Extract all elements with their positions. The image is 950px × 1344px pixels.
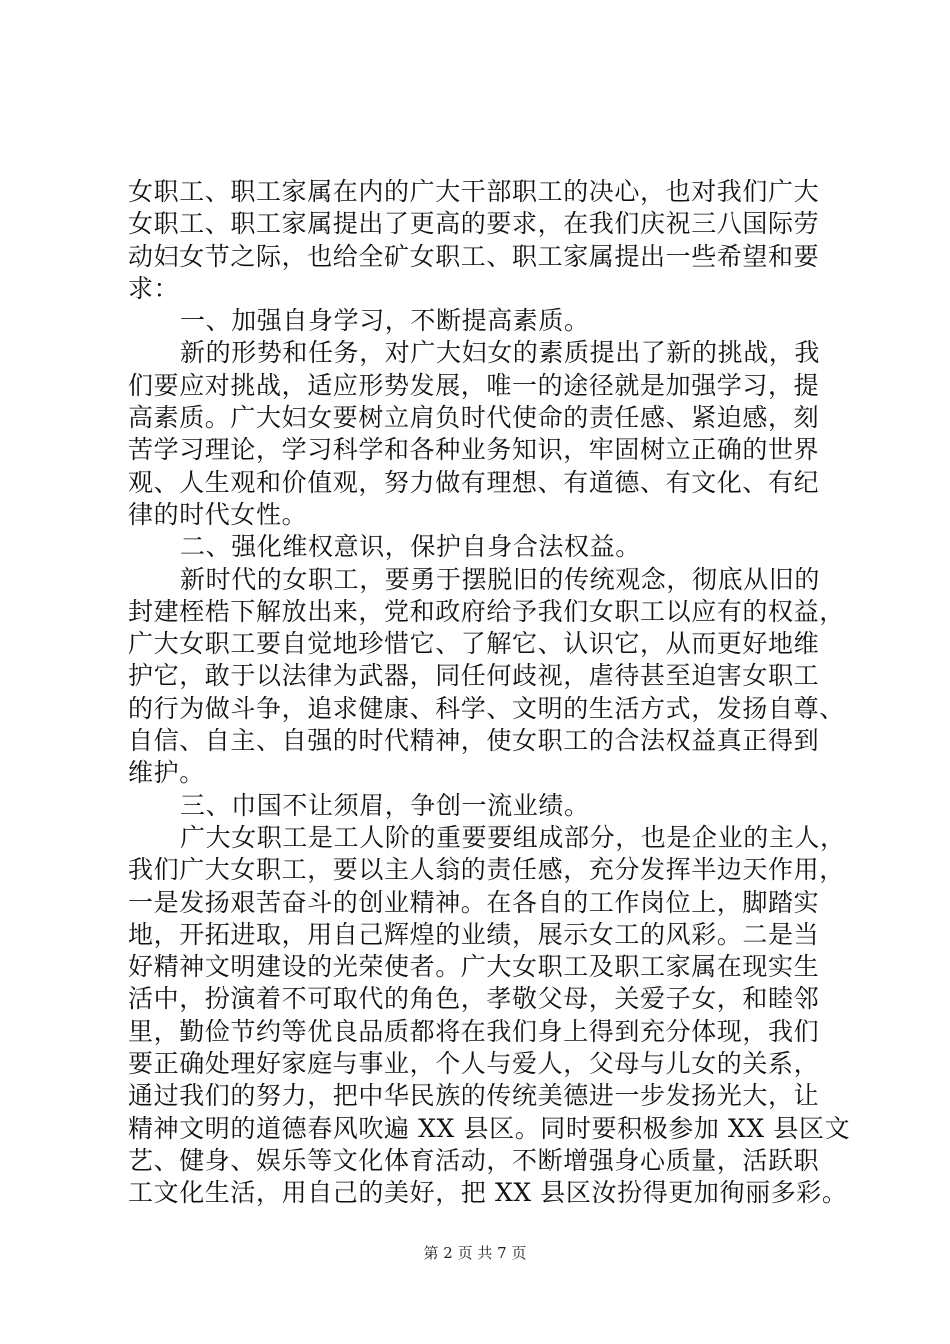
text-line: 广大女职工要自觉地珍惜它、了解它、认识它，从而更好地维 <box>128 629 820 659</box>
text-line: 求： <box>128 273 180 303</box>
text-line: 通过我们的努力，把中华民族的传统美德进一步发扬光大，让 <box>128 1081 820 1111</box>
text-line: 新时代的女职工，要勇于摆脱旧的传统观念，彻底从旧的 <box>180 564 821 594</box>
text-line: 里，勤俭节约等优良品质都将在我们身上得到充分体现，我们 <box>128 1016 820 1046</box>
text-line: 新的形势和任务，对广大妇女的素质提出了新的挑战，我 <box>180 338 821 368</box>
document-body <box>128 176 851 1210</box>
text-line: 活中，扮演着不可取代的角色，孝敬父母，关爱子女，和睦邻 <box>128 984 820 1014</box>
text-line: 工文化生活，用自己的美好，把 XX 县区汝扮得更加徇丽多彩。 <box>128 1178 848 1208</box>
text-line: 广大女职工是工人阶的重要要组成部分，也是企业的主人， <box>180 822 846 852</box>
text-line: 一是发扬艰苦奋斗的创业精神。在各自的工作岗位上，脚踏实 <box>128 887 820 917</box>
text-line: 二、强化维权意识，保护自身合法权益。 <box>180 532 641 562</box>
text-line: 一、加强自身学习，不断提高素质。 <box>180 306 590 336</box>
text-line: 好精神文明建设的光荣使者。广大女职工及职工家属在现实生 <box>128 952 820 982</box>
text-line: 要正确处理好家庭与事业，个人与爱人，父母与儿女的关系， <box>128 1049 820 1079</box>
text-line: 的行为做斗争，追求健康、科学、文明的生活方式，发扬自尊、 <box>128 693 845 723</box>
text-line: 女职工、职工家属提出了更高的要求，在我们庆祝三八国际劳 <box>128 209 820 239</box>
text-line: 精神文明的道德春风吹遍 XX 县区。同时要积极参加 XX 县区文 <box>128 1113 851 1143</box>
text-line: 我们广大女职工，要以主人翁的责任感，充分发挥半边天作用， <box>128 855 845 885</box>
text-line: 苦学习理论，学习科学和各种业务知识，牢固树立正确的世界 <box>128 435 820 465</box>
text-line: 地，开拓进取，用自己辉煌的业绩，展示女工的风彩。二是当 <box>128 919 820 949</box>
page-footer: 第 2 页 共 7 页 <box>423 1244 527 1262</box>
text-line: 们要应对挑战，适应形势发展，唯一的途径就是加强学习，提 <box>128 370 820 400</box>
text-line: 艺、健身、娱乐等文化体育活动，不断增强身心质量，活跃职 <box>128 1145 820 1175</box>
text-line: 律的时代女性。 <box>128 499 308 529</box>
text-line: 维护。 <box>128 758 205 788</box>
text-line: 高素质。广大妇女要树立肩负时代使命的责任感、紧迫感，刻 <box>128 403 820 433</box>
text-line: 动妇女节之际，也给全矿女职工、职工家属提出一些希望和要 <box>128 241 820 271</box>
text-line: 女职工、职工家属在内的广大干部职工的决心，也对我们广大 <box>128 177 820 206</box>
text-line: 自信、自主、自强的时代精神，使女职工的合法权益真正得到 <box>128 726 820 756</box>
text-line: 观、人生观和价值观，努力做有理想、有道德、有文化、有纪 <box>128 467 820 497</box>
text-line: 封建桎梏下解放出来，党和政府给予我们女职工以应有的权益， <box>128 596 845 626</box>
text-line: 三、巾国不让须眉，争创一流业绩。 <box>180 790 590 820</box>
text-line: 护它，敢于以法律为武器，同任何歧视，虐待甚至迫害女职工 <box>128 661 820 691</box>
